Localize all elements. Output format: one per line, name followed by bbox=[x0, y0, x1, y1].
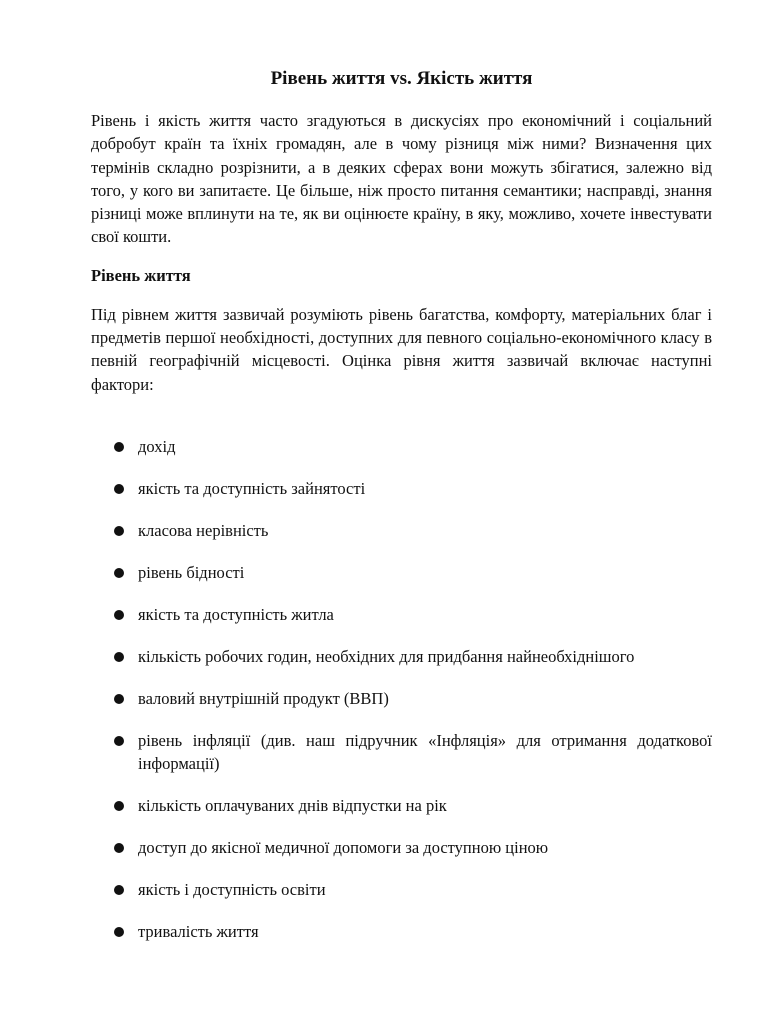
list-item-text: дохід bbox=[138, 436, 176, 456]
intro-paragraph: Рівень і якість життя часто згадуються в дискусіях про економічний і соціальний добробут країн та їхніх громадян, але в чому різниця між ними? Визначення цих термінів складно розрізнити, а в деяких сферах вони можуть збігатися, залежно від того, у кого ви запитаєте. Це більше, ніж просто питання семантики; насправді, знання різниці може вплинути на те, як ви оцінюєте країну, в яку, можливо, хочете інвестувати свої кошти. bbox=[91, 111, 712, 247]
list-item bbox=[91, 794, 712, 817]
section-paragraph: Під рівнем життя зазвичай розуміють рівень багатства, комфорту, матеріальних благ і предметів першої необхідності, доступних для певного соціально-економічного класу в певній географічній місцевості. Оцінка рівня життя зазвичай включає наступні фактори: bbox=[91, 304, 712, 394]
list-item bbox=[91, 477, 712, 500]
bullet-icon bbox=[114, 843, 124, 853]
bullet-icon bbox=[114, 694, 124, 704]
bullet-icon bbox=[114, 484, 124, 494]
bullet-icon bbox=[114, 801, 124, 811]
list-item-text: валовий внутрішній продукт (ВВП) bbox=[138, 688, 389, 708]
list-item bbox=[91, 603, 712, 626]
bullet-icon bbox=[114, 442, 124, 452]
section-heading: Рівень життя bbox=[91, 265, 191, 285]
list-item bbox=[91, 519, 712, 542]
list-item bbox=[91, 836, 712, 859]
list-item-text: тривалість життя bbox=[138, 922, 259, 942]
list-item bbox=[91, 561, 712, 584]
list-item bbox=[91, 729, 712, 776]
list-item bbox=[91, 920, 712, 943]
bullet-icon bbox=[114, 610, 124, 620]
list-item-text: кількість оплачуваних днів відпустки на рік bbox=[138, 796, 447, 816]
page-title: Рівень життя vs. Якість життя bbox=[270, 68, 533, 89]
bullet-icon bbox=[114, 526, 124, 536]
list-item bbox=[91, 435, 712, 458]
bullet-icon bbox=[114, 736, 124, 746]
list-item-text: якість та доступність житла bbox=[138, 604, 334, 624]
bullet-icon bbox=[114, 652, 124, 662]
list-item bbox=[91, 878, 712, 901]
list-item-text: кількість робочих годин, необхідних для придбання найнеобхіднішого bbox=[138, 646, 635, 666]
list-item-text: рівень бідності bbox=[138, 562, 245, 582]
bullet-icon bbox=[114, 568, 124, 578]
list-item bbox=[91, 645, 712, 668]
bullet-icon bbox=[114, 927, 124, 937]
list-item-text: якість та доступність зайнятості bbox=[138, 478, 366, 498]
list-item-text: класова нерівність bbox=[138, 520, 269, 540]
list-item bbox=[91, 687, 712, 710]
list-item-text: рівень інфляції (див. наш підручник «Інфляція» для отримання додаткової інформації) bbox=[138, 730, 712, 774]
bullet-icon bbox=[114, 885, 124, 895]
factors-list bbox=[91, 435, 712, 943]
document-page bbox=[91, 62, 712, 962]
list-item-text: якість і доступність освіти bbox=[138, 880, 326, 900]
list-item-text: доступ до якісної медичної допомоги за доступною ціною bbox=[138, 838, 549, 858]
